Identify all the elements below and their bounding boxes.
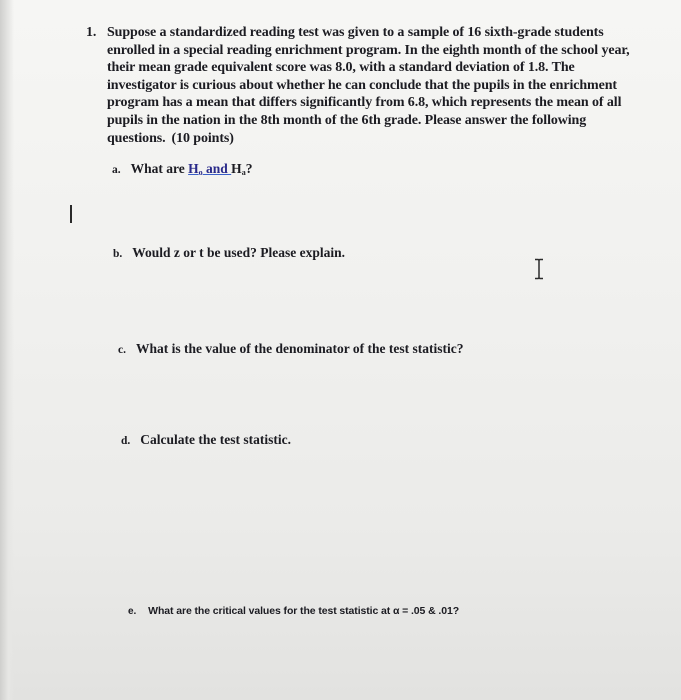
question-line: Suppose a standardized reading test was given to a sample of 16 sixth-grade students xyxy=(107,25,604,40)
subquestion-letter: b. xyxy=(113,248,123,260)
subquestion-d-text: Calculate the test statistic. xyxy=(140,432,291,447)
question-number: 1. xyxy=(86,25,97,40)
subquestion-c-text: What is the value of the denominator of the test statistic? xyxy=(135,341,464,356)
subquestion-letter: a. xyxy=(112,164,121,176)
subquestion-a-prefix: What are xyxy=(130,161,189,176)
subquestion-d[interactable] xyxy=(121,432,291,448)
h0-subscript: o xyxy=(198,168,203,177)
question-line: investigator is curious about whether he can conclude that the pupils in the enrichment xyxy=(107,77,617,93)
subquestion-a-suffix: ? xyxy=(245,161,253,176)
question-line: enrolled in a special reading enrichment program. In the eighth month of the school year, xyxy=(107,42,630,58)
question-line: pupils in the nation in the 8th month of the 6th grade. Please answer the following xyxy=(107,112,587,128)
text-cursor[interactable] xyxy=(70,205,72,223)
question-points: (10 points) xyxy=(171,130,234,146)
subquestion-e-text: What are the critical values for the test statistic at α = .05 & .01? xyxy=(148,605,460,617)
subquestion-b-text: Would z or t be used? Please explain. xyxy=(132,245,346,260)
subquestion-letter: d. xyxy=(121,435,131,447)
ha-subscript: a xyxy=(241,168,246,177)
question-line-last xyxy=(107,130,627,148)
page-edge-shadow xyxy=(0,0,14,700)
ibeam-cursor-icon xyxy=(532,258,546,280)
null-hypothesis-link[interactable] xyxy=(188,161,231,176)
subquestion-letter: c. xyxy=(118,344,126,356)
subquestion-c[interactable] xyxy=(118,341,463,357)
question-line: program has a mean that differs significantly from 6.8, which represents the mean of all xyxy=(107,95,622,111)
and-word: and xyxy=(202,161,232,176)
subquestion-e[interactable] xyxy=(128,605,459,617)
question-last-text: questions. xyxy=(107,130,166,146)
subquestion-b[interactable] xyxy=(113,245,345,261)
question-text xyxy=(107,24,630,147)
subquestion-a[interactable] xyxy=(112,161,252,177)
ha-symbol: H xyxy=(231,161,242,176)
question-line: their mean grade equivalent score was 8.0, with a standard deviation of 1.8. The xyxy=(107,60,575,76)
subquestion-letter: e. xyxy=(128,606,137,617)
h0-symbol: H xyxy=(188,161,199,176)
